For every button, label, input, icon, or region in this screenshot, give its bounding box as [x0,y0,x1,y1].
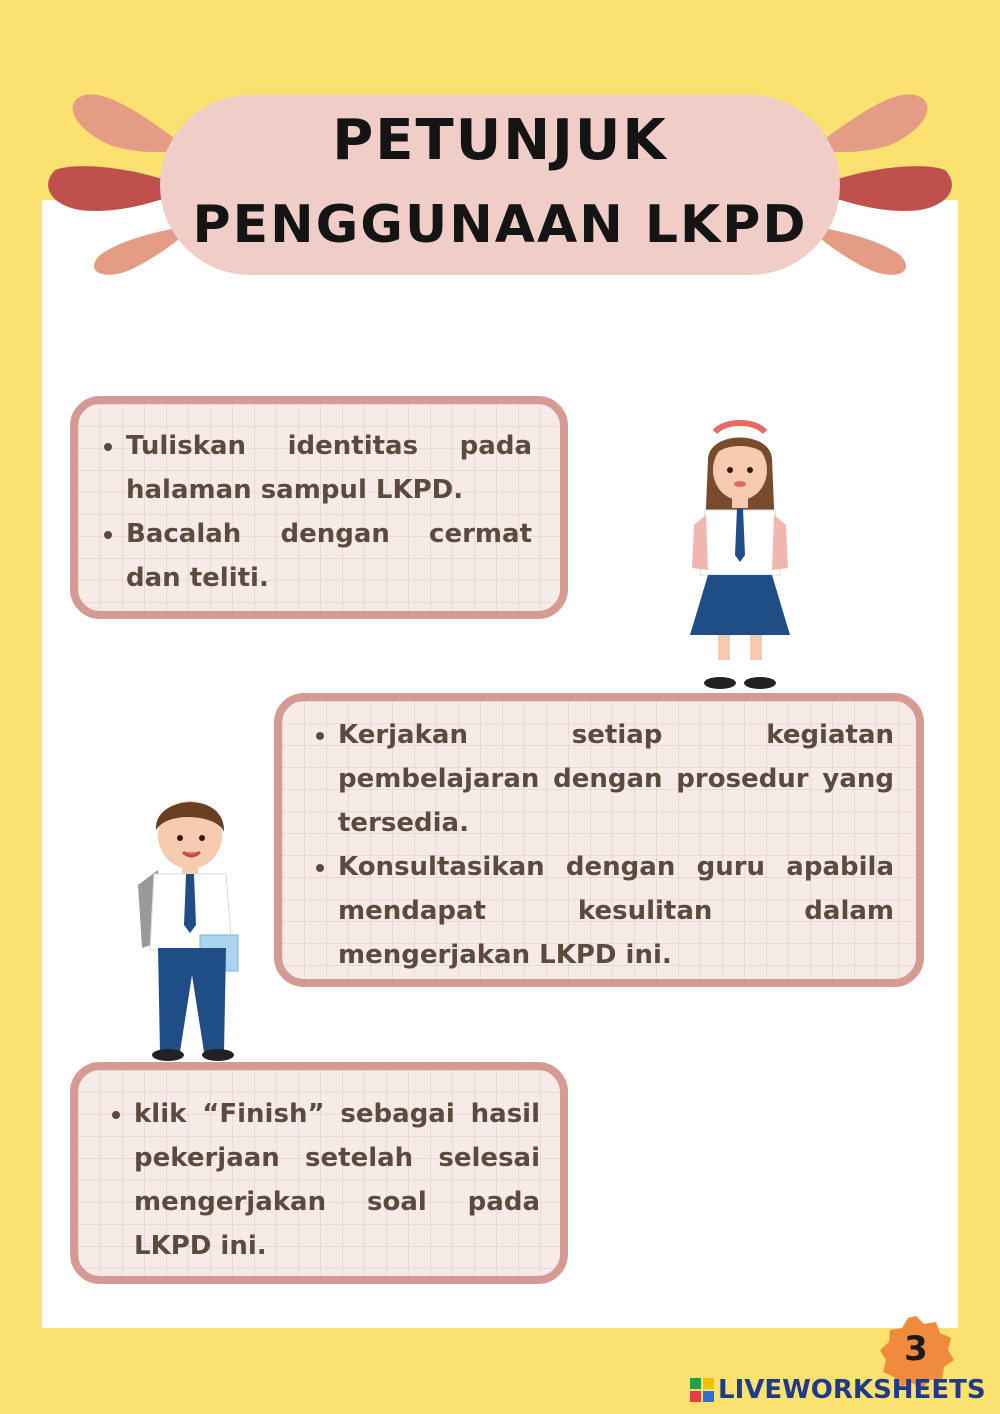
page-title-line-2: PENGGUNAAN LKPD [192,195,808,255]
instruction-item: • Kerjakan setiap kegiatan pembelajaran dengan prosedur yang tersedia. [338,713,894,845]
instruction-box-1 [70,396,568,619]
liveworksheets-logo[interactable] [690,1373,986,1407]
instruction-item: • Tuliskan identitas pada halaman sampul LKPD. [126,424,532,512]
page-title-line-1: PETUNJUK [332,108,668,173]
page-number: 3 [904,1329,928,1369]
instruction-item: • klik “Finish” sebagai hasil pekerjaan setelah selesai mengerjakan soal pada LKPD ini. [134,1092,540,1268]
instruction-box-2 [274,693,924,987]
instruction-box-3 [70,1062,568,1284]
footer-brand: LIVEWORKSHEETS [718,1375,986,1405]
boy-student-illustration [128,790,248,1062]
instruction-item: • Konsultasikan dengan guru apabila mendapat kesulitan dalam mengerjakan LKPD ini. [338,845,894,977]
instruction-item: • Bacalah dengan cermat dan teliti. [126,512,532,600]
girl-student-illustration [680,420,800,695]
liveworksheets-logo-icon [690,1378,714,1402]
